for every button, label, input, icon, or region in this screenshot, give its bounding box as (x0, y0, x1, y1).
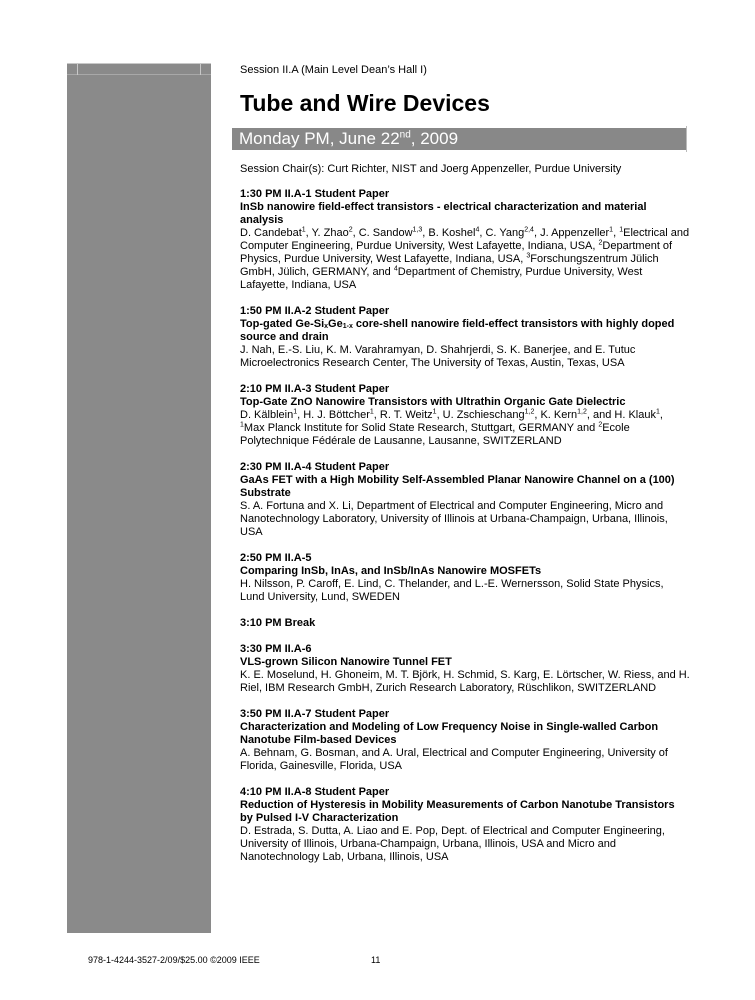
text-segment: , J. Appenzeller (533, 227, 610, 239)
text-segment: , C. Sandow (352, 227, 413, 239)
sidebar-bar (67, 63, 211, 933)
text-segment: , and H. Klauk (586, 409, 656, 421)
superscript: 2 (598, 239, 603, 247)
superscript: 1,2 (577, 408, 587, 416)
text-segment: InSb nanowire field-effect transistors - electrical characterization and material analysis (240, 201, 647, 226)
program-entry (240, 552, 690, 604)
paper-title (240, 474, 690, 500)
text-segment: Ge (328, 318, 343, 330)
paper-authors (240, 669, 690, 695)
superscript: 4 (393, 265, 398, 273)
entry-time: 3:10 PM Break (240, 617, 316, 629)
text-segment: A. Behnam, G. Bosman, and A. Ural, Electrical and Computer Engineering, University of Florida, Gainesville, Florida, USA (240, 747, 668, 772)
subscript: x (324, 323, 329, 330)
program-entry (240, 786, 690, 864)
text-segment: , U. Zschieschang (436, 409, 525, 421)
session-location: Session II.A (Main Level Dean’s Hall I) (240, 64, 427, 76)
entry-time: 1:50 PM II.A-2 Student Paper (240, 305, 390, 317)
paper-title (240, 201, 690, 227)
superscript: 3 (526, 252, 531, 260)
text-segment: , (613, 227, 620, 239)
text-segment: Reduction of Hysteresis in Mobility Measurements of Carbon Nanotube Transistors by Pulsed I-V Characterization (240, 799, 675, 824)
paper-authors (240, 747, 690, 773)
text-segment: H. Nilsson, P. Caroff, E. Lind, C. Thelander, and L.-E. Wernersson, Solid State Physics, Lund University, Lund, SWEDEN (240, 578, 664, 603)
date-banner (232, 128, 686, 150)
text-segment: GaAs FET with a High Mobility Self-Assembled Planar Nanowire Channel on a (100) Substrate (240, 474, 675, 499)
text-segment: Forschungszentrum Jülich GmbH, Jülich, GERMANY, and (240, 253, 659, 278)
superscript: 1,2 (524, 408, 535, 416)
paper-title (240, 799, 690, 825)
sidebar-header-strip (67, 63, 211, 75)
entry-time: 2:30 PM II.A-4 Student Paper (240, 461, 390, 473)
paper-title (240, 721, 690, 747)
text-segment: , Y. Zhao (305, 227, 349, 239)
text-segment: Max Planck Institute for Solid State Research, Stuttgart, GERMANY and (243, 422, 599, 434)
footer-copyright: 978-1-4244-3527-2/09/$25.00 ©2009 IEEE (88, 955, 260, 965)
banner-divider (686, 126, 687, 152)
text-segment: Department of Chemistry, Purdue University, West Lafayette, Indiana, USA (240, 266, 643, 291)
paper-authors (240, 500, 690, 539)
entry-time: 3:50 PM II.A-7 Student Paper (240, 708, 390, 720)
text-segment: D. Estrada, S. Dutta, A. Liao and E. Pop, Dept. of Electrical and Computer Engineering, University of Illinois, Urbana-Champaign, Urbana, Illinois, USA and Micro and Nanotechnology Lab, Urbana, Illinois, USA (240, 825, 665, 863)
text-segment: , (659, 409, 663, 421)
text-segment: J. Nah, E.-S. Liu, K. M. Varahramyan, D. Shahrjerdi, S. K. Banerjee, and E. Tutuc Microelectronics Research Center, The University of Texas, Austin, Texas, USA (240, 344, 636, 369)
superscript: 1 (240, 421, 244, 429)
date-text: Monday PM, June 22 (239, 129, 400, 148)
superscript: 1 (609, 226, 614, 234)
text-segment: Top-gated Ge-Si (240, 318, 325, 330)
superscript: 2 (348, 226, 353, 234)
entry-time: 1:30 PM II.A-1 Student Paper (240, 188, 390, 200)
paper-authors (240, 578, 690, 604)
text-segment: K. E. Moselund, H. Ghoneim, M. T. Björk, H. Schmid, S. Karg, E. Lörtscher, W. Riess, and H. Riel, IBM Research GmbH, Zurich Research Laboratory, Rüschlikon, SWITZERLAND (240, 669, 690, 694)
program-entry (240, 708, 690, 773)
text-segment: , B. Koshel (422, 227, 476, 239)
entry-time: 3:30 PM II.A-6 (240, 643, 312, 655)
superscript: 1 (369, 408, 374, 416)
paper-authors (240, 227, 690, 292)
text-segment: Top-Gate ZnO Nanowire Transistors with Ultrathin Organic Gate Dielectric (240, 396, 626, 408)
text-segment: Comparing InSb, InAs, and InSb/InAs Nanowire MOSFETs (240, 565, 542, 577)
program-entry (240, 643, 690, 695)
paper-authors (240, 825, 690, 864)
text-segment: Characterization and Modeling of Low Frequency Noise in Single-walled Carbon Nanotube Film-based Devices (240, 721, 659, 746)
superscript: 1,3 (412, 226, 423, 234)
program-entry (240, 383, 690, 448)
entry-time: 2:50 PM II.A-5 (240, 552, 312, 564)
superscript: 1 (432, 408, 437, 416)
text-segment: Department of Physics, Purdue University, West Lafayette, Indiana, USA, (240, 240, 673, 265)
entry-time: 4:10 PM II.A-8 Student Paper (240, 786, 390, 798)
superscript: 1 (293, 408, 298, 416)
entry-time: 2:10 PM II.A-3 Student Paper (240, 383, 390, 395)
date-year: , 2009 (410, 129, 459, 148)
text-segment: , R. T. Weitz (373, 409, 433, 421)
text-segment: , K. Kern (534, 409, 578, 421)
superscript: 1 (655, 408, 660, 416)
text-segment: Electrical and Computer Engineering, Purdue University, West Lafayette, Indiana, USA, (240, 227, 690, 252)
superscript: 2,4 (524, 226, 534, 234)
program-entry (240, 188, 690, 292)
program-list (240, 188, 690, 877)
text-segment: , C. Yang (479, 227, 525, 239)
paper-title (240, 318, 690, 344)
session-chairs: Session Chair(s): Curt Richter, NIST and Joerg Appenzeller, Purdue University (240, 163, 622, 175)
date-suffix: nd (399, 129, 411, 141)
text-segment: , H. J. Böttcher (297, 409, 370, 421)
session-header (240, 64, 690, 125)
paper-title (240, 565, 690, 578)
page-number: 11 (371, 955, 381, 965)
text-segment: VLS-grown Silicon Nanowire Tunnel FET (240, 656, 452, 668)
superscript: 2 (598, 421, 603, 429)
superscript: 4 (475, 226, 480, 234)
subscript: 1-x (342, 323, 353, 330)
text-segment: D. Candebat (240, 227, 302, 239)
program-entry (240, 617, 690, 630)
text-segment: S. A. Fortuna and X. Li, Department of Electrical and Computer Engineering, Micro and Nanotechnology Laboratory, University of Illinois at Urbana-Champaign, Urbana, Illinois, USA (240, 500, 668, 538)
text-segment: core-shell nanowire field-effect transistors with highly doped source and drain (240, 318, 675, 343)
paper-authors (240, 344, 690, 370)
paper-title (240, 396, 690, 409)
program-entry (240, 461, 690, 539)
text-segment: Ecole Polytechnique Fédérale de Lausanne, Lausanne, SWITZERLAND (240, 422, 630, 447)
program-entry (240, 305, 690, 370)
paper-authors (240, 409, 690, 448)
superscript: 1 (301, 226, 306, 234)
text-segment: D. Kälblein (240, 409, 294, 421)
paper-title (240, 656, 690, 669)
page-title: Tube and Wire Devices (240, 90, 490, 116)
superscript: 1 (619, 226, 624, 234)
